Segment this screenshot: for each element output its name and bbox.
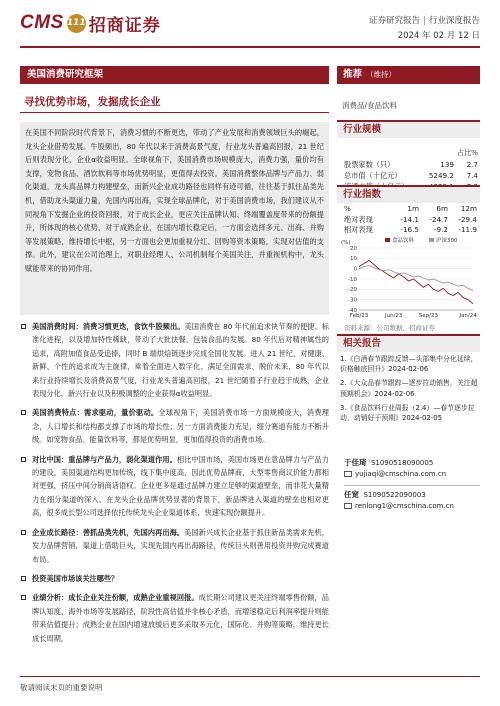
key-point — [20, 406, 329, 446]
related-section-title: 相关报告 — [337, 334, 480, 352]
key-point-text: 美国新兴成长企业基于抓住新品类需求先机，发力品牌营销，渠道上借助巨头，实现先国内再出海路径，传统巨头则善用投资并购完成赛道布局。 — [32, 527, 329, 564]
table-row — [344, 170, 480, 181]
header-divider — [20, 46, 480, 48]
page-header — [0, 0, 500, 52]
analyst-name: 任宽 — [344, 490, 359, 499]
legend-label: 沪深300 — [436, 238, 458, 244]
series-line — [359, 266, 473, 291]
key-points-list — [20, 320, 329, 651]
related-report-link[interactable]: 3.《食品饮料行业周报（2.4）—春节逐步拉动，动销好于预期》2024-02-05 — [340, 403, 475, 423]
scale-pct: 2.7 — [466, 160, 478, 169]
analyst-name: 于佳琦 — [344, 458, 367, 467]
analyst-list — [344, 458, 480, 517]
logo-cms-text: CMS — [20, 12, 64, 33]
scale-value: 139 — [440, 160, 454, 169]
analyst-card — [344, 490, 480, 511]
key-point-text: 全球视角下，美国消费市场一方面规模庞大，消费理念，人口增长和结构都支撑了市场的增长性；另一方面消费能力充足，细分赛道有能力不断升级。如宠物食品、能量饮料等，都是优势明显，更加值得投资的消费市场。 — [32, 408, 329, 445]
rating-label: 推荐 — [343, 69, 363, 80]
key-point-heading: 业绩分析：成长企业关注份额，成熟企业重视回报。 — [32, 593, 199, 603]
y-tick-label: 20 — [350, 245, 357, 252]
perf-value: -24.7 — [429, 214, 448, 224]
perf-value: -11.9 — [458, 225, 477, 234]
industry-label: 消费品/食品饮料 — [342, 101, 398, 110]
mail-icon — [344, 471, 352, 477]
scale-label: 总市值（十亿元） — [344, 171, 402, 180]
y-tick-label: 0 — [353, 266, 357, 273]
key-point — [20, 453, 329, 520]
bullet-square-icon — [21, 576, 26, 581]
logo-badge-icon: 111 — [67, 14, 86, 33]
rating-status: （维持） — [366, 70, 397, 79]
report-date: 2024 年 02 月 12 日 — [397, 31, 480, 41]
footer-divider — [20, 676, 480, 677]
y-tick-label: 10 — [350, 256, 357, 263]
scale-header: 占比% — [456, 148, 478, 157]
y-tick-label: -40 — [348, 307, 357, 314]
related-report-link[interactable]: 1.《白酒春节跟踪反馈—头部集中分化延续，价格触底回升》2024-02-06 — [340, 355, 478, 374]
scale-pct: 7.4 — [466, 171, 478, 180]
report-meta — [369, 14, 480, 44]
perf-section-title: 行业指数 — [337, 185, 480, 203]
scale-label: 股票家数（只） — [344, 160, 395, 169]
table-header-row — [344, 204, 480, 215]
report-kind: 行业深度报告 — [428, 16, 480, 26]
key-point-heading: 投资美国市场该关注哪些？ — [32, 573, 119, 583]
x-tick-label: Feb/23 — [349, 313, 369, 319]
perf-value: -29.4 — [458, 214, 477, 224]
index-performance-table — [344, 204, 480, 236]
analyst-id: S1090518090005 — [370, 459, 434, 467]
scale-section-title: 行业规模 — [337, 120, 480, 138]
perf-value: -9.2 — [433, 225, 448, 234]
perf-col: 1m — [407, 204, 419, 213]
x-tick-label: Sep/23 — [418, 313, 439, 319]
analyst-card — [344, 458, 480, 479]
analyst-email[interactable]: yujiaqi@cmschina.com.cn — [355, 469, 447, 478]
perf-col: 12m — [460, 204, 477, 213]
y-axis-label: (%) — [341, 240, 351, 246]
report-subtitle: 寻找优势市场，发掘成长企业 — [24, 96, 161, 108]
key-point — [20, 320, 329, 400]
bullet-square-icon — [21, 595, 26, 600]
perf-col: 6m — [436, 204, 448, 213]
legend-swatch — [429, 238, 434, 242]
table-row — [344, 225, 480, 236]
perf-unit: % — [344, 204, 351, 213]
analyst-divider — [344, 485, 480, 486]
scale-value: 5249.2 — [428, 171, 454, 180]
footer-disclaimer: 敬请阅读末页的重要说明 — [20, 683, 103, 692]
bullet-square-icon — [21, 530, 26, 535]
key-point — [20, 526, 329, 566]
analyst-email[interactable]: renlong1@cmschina.com.cn — [355, 501, 454, 510]
chart-source: 资料来源：公司数据、招商证券 — [344, 324, 435, 332]
legend-swatch — [385, 238, 390, 242]
key-point — [20, 591, 329, 645]
key-point — [20, 572, 329, 585]
key-point-text: 相比中国市场，美国市场更在意品牌力与产品力的建设。美国渠道结构更加传统，线下集中度高，因此优势品牌商，大型零售商议价能力都相对更强，挤压中间分销商话语权。企业更多是通过品牌力建立足够的渠道壁垒，而非花大量精力在细分渠道的深入。在龙头企业品牌优势显著的背景下，新品牌进入渠道的壁垒也相对更高，很多成长型公司选择依托传统龙头企业渠道体系，快速实现份额提升。 — [32, 454, 329, 518]
key-point-text: 美国消费在 80 年代前追求快节奏的便捷、标准化进程，以及增加特性稀缺，带动了大批快餐、包装食品的发展。80 年代后对精神属性的追求，高附加值食品受追捧，同时 B 端烘焙链逐步完成全国化发展。进入 21 世纪，对健康、新鲜、个性的追求成为主旋律，乘着全面进入数字化、满足全面需求、脱价未来，80 年代以来行业持续增长及消费高景气度，行业龙头普遍高回报，21 世纪随着子行业趋于成熟，企业表现分化，新兴行业以及积极调整的企业获得α收益明显。 — [32, 322, 329, 399]
cms-logo — [20, 12, 161, 34]
report-title-banner: 美国消费研究框架 — [20, 66, 329, 84]
y-tick-label: -30 — [348, 297, 357, 304]
x-tick-label: Jun/23 — [384, 313, 403, 319]
perf-value: -14.1 — [400, 214, 419, 224]
perf-label: 相对表现 — [344, 225, 373, 234]
legend-label: 食品饮料 — [392, 238, 415, 244]
perf-label: 绝对表现 — [344, 214, 373, 224]
y-tick-label: -10 — [348, 276, 357, 283]
rating-banner — [337, 66, 480, 84]
series-line — [359, 260, 473, 303]
table-row — [344, 159, 480, 170]
report-type: 证券研究报告 — [369, 16, 421, 26]
abstract-box: 在美国不同阶段时代背景下，消费习惯的不断更迭，带动了产业发展和消费领域巨头的崛起，龙头企业借势发展。牛股频出，80 年代以来于消费高景气度，行业龙头普遍高回报，21 世纪后则表现分化，企业α收益明显。全球视角下，美国消费市场规模庞大，消费力强，量价均有支撑，宠物食品、酒饮软料等市场优势明显，更值得去投资。美国消费整体品牌与产品力、弱化渠道，龙头真品牌力构建壁垒，而新兴企业成功路径也同样有迹可循，往往基于抓住品类先机，借助龙头渠道力量，先国内再出海，实现全球品牌化，对于美国消费市场，我们建议从不同视角下发掘企业的投资回报，对于成长企业，更应关注品牌认知、终端覆盖度带来的份额提升，所体现的核心优势，对于成熟企业，在国内增长稳定后，一方面会选择多元、出海、并购等发展策略，维持增长中枢，另一方面也会更加重视分红、回购等资本策略，实现对估值的支撑。此外，建议在公司治理上，对职业经理人、公司机制每个美国关注，并重视机构中，龙头赋能带来的协同作用。 — [20, 122, 329, 315]
bullet-square-icon — [21, 410, 26, 415]
key-point-heading: 企业成长路径：善抓品类先机，先国内再出海。 — [32, 527, 185, 537]
analyst-id: S1090522090003 — [363, 491, 426, 499]
x-tick-label: Jan/24 — [459, 313, 477, 319]
y-tick-label: -20 — [348, 287, 357, 294]
index-line-chart — [337, 236, 480, 320]
related-report-link[interactable]: 2.《大众品春节跟踪—逐步拉动销售，关注超预期机会》2024-02-06 — [340, 379, 478, 398]
key-point-heading: 美国消费特点：需求驱动，量价驱动。 — [32, 408, 159, 418]
bullet-square-icon — [21, 324, 26, 329]
key-point-text: 成长期公司建议更关注终端零售份额，品牌认知度，海外市场等发展路径，阶段性高估值并非核心矛盾，而增速稳定后利润率提升则能带来估值提升；成熟企业在国内增速放缓后更多采取多元化，国际化、并购等策略，维持更长成长周期， — [32, 593, 329, 643]
subtitle-divider — [20, 112, 329, 113]
meta-separator: | — [423, 16, 426, 26]
bullet-square-icon — [21, 457, 26, 462]
key-point-heading: 对比中国：重品牌与产品力，弱化渠道作用。 — [32, 454, 177, 464]
mail-icon — [344, 503, 352, 509]
perf-value: -16.5 — [400, 225, 419, 234]
key-point-heading: 美国消费时间：消费习惯更迭，食饮牛股频出。 — [32, 322, 185, 331]
table-row — [344, 215, 480, 226]
related-reports-list — [340, 354, 480, 427]
logo-cn-text: 招商证券 — [88, 15, 161, 36]
